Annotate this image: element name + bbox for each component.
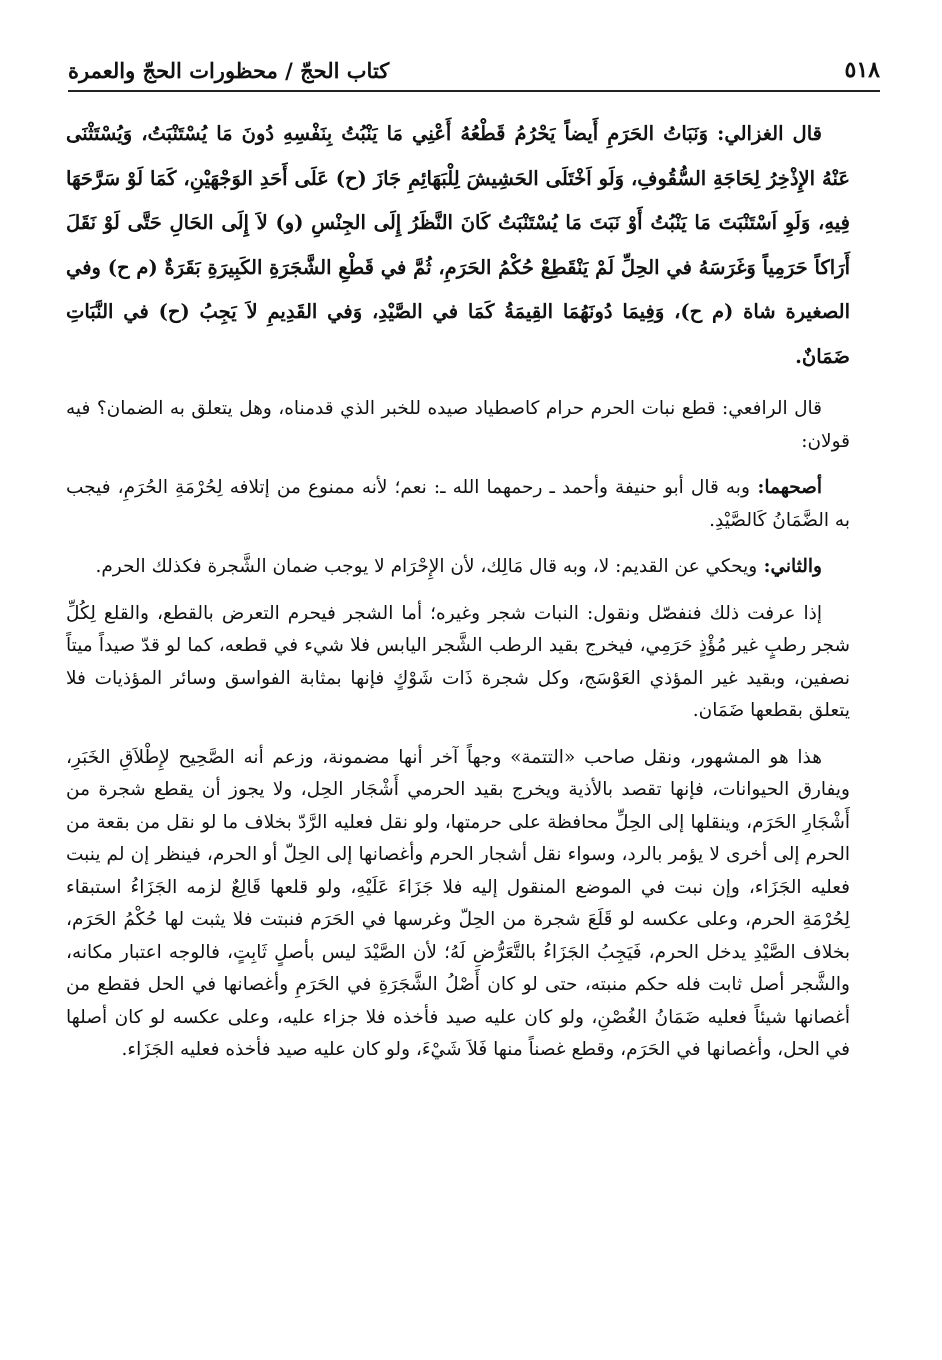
first-opinion-heading: أصحهما: — [749, 477, 823, 498]
second-opinion-heading: والثاني: — [757, 556, 822, 577]
detail-text: إذا عرفت ذلك فنفصّل ونقول: النبات شجر وغيره؛ أما الشجر فيحرم التعرض بالقطع، والقلع لِكُلِّ شجر رطبٍ غير مُؤْذٍ حَرَمِي، فيخرج بقيد الرطب الشَّجر اليابس فلا شيء في قطعه، كما لو قدّ صيداً ميتاً نصفين، وبقيد غير المؤذي العَوْسَج، وكل شجرة ذَات شَوْكٍ فإنها بمثابة الفواسق وسائر المؤذيات فلا يتعلق بقطعها ضَمَان. — [66, 602, 850, 721]
second-opinion-text: ويحكي عن القديم: لا، وبه قال مَالِك، لأن الإِحْرَام لا يوجب ضمان الشَّجرة فكذلك الحرم. — [95, 556, 758, 577]
rafii-commentary-paragraph — [66, 393, 850, 458]
ghazali-text: قال الغزالي: وَنَبَاتُ الحَرَمِ أَيضاً يَحْرُمُ قَطْعُهُ أَعْنِي مَا يَنْبُتُ بِنَفْسِهِ دُونَ مَا يُسْتَنْبَتُ، وَيُسْتَثْنَى عَنْهُ الإِذْخِرُ لِحَاجَةِ السُّقُوفِ، وَلَو اَخْتَلَى الحَشِيشَ لِلْبَهَائِمِ جَازَ (ح) عَلَى أَحَدِ الوَجْهَيْنِ، كَمَا لَوْ سَرَّحَهَا فِيهِ، وَلَوِ اَسْتَنْبَتَ مَا يَنْبُتُ أَوْ نَبَتَ مَا يُسْتَنْبَتُ كَانَ النَّظَرُ إِلَى الجِنْسِ (و) لاَ إِلَى الحَالِ حَتَّى لَوْ نَقَلَ أَرَاكاً حَرَمِياً وَغَرَسَهُ في الحِلِّ لَمْ يَنْقَطِعْ حُكْمُ الحَرَمِ، ثُمَّ في قَطْعِ الشَّجَرَةِ الكَبِيرَةِ بَقَرَةٌ (م ح) وفي الصغيرة شاة (م ح)، وَفِيمَا دُونَهُمَا القِيمَةُ كَمَا في الصَّيْدِ، وَفي القَدِيمِ لاَ يَجِبُ (ح) في النَّبَاتِ ضَمَانٌ. — [65, 122, 850, 368]
page-header — [68, 50, 880, 92]
ghazali-text-paragraph — [66, 112, 850, 379]
detail-paragraph — [66, 598, 850, 728]
page-number: ٥١٨ — [844, 57, 880, 83]
second-opinion-paragraph — [66, 551, 850, 584]
rafii-commentary: قال الرافعي: قطع نبات الحرم حرام كاصطياد صيده للخبر الذي قدمناه، وهل يتعلق به الضمان؟ فيه قولان: — [66, 398, 850, 452]
mashhur-paragraph — [66, 742, 850, 1067]
page-body — [66, 112, 850, 1300]
mashhur-text: هذا هو المشهور، ونقل صاحب «التتمة» وجهاً آخر أنها مضمونة، وزعم أنه الصَّحِيح لإِطْلاَقِ الخَبَرِ، ويفارق الحيوانات، فإنها تقصد بالأذية ويخرج بقيد الحرمي أَشْجَار الحِل، ولا يجوز أن يقطع شجرة من أَشْجَارِ الحَرَم، وينقلها إلى الحِلِّ محافظة على حرمتها، ولو نقل فعليه الرَّدّ بخلاف ما لو نقل من بقعة من الحرم إلى أخرى لا يؤمر بالرد، وسواء نقل أشجار الحرم وأغصانها إلى الحِلّ أو الحرم، فينظر إن لم ينبت فعليه الجَزَاء، وإن نبت في الموضع المنقول إليه فلا جَزَاءَ عَلَيْهِ، ولو قلعها قَالِعٌ لزمه الجَزَاءُ استبقاء لِحُرْمَةِ الحرم، وعلى عكسه لو قَلَعَ شجرة من الحِلّ وغرسها في الحَرَم فنبتت فلا يثبت لها حُكْمُ الحَرَم، بخلاف الصَّيْدِ يدخل الحرم، فَيَجِبُ الجَزَاءُ بالتَّعَرُّضِ لَهُ؛ لأن الصَّيْدَ ليس بأصلٍ ثَابِتٍ، فالوجه اعتبار مكانه، والشَّجر أصل ثابت فله حكم منبته، حتى لو كان أَصْلُ الشَّجَرَةِ في الحَرَمِ وأغصانها في الحل فقطع من أغصانها شيئاً فعليه ضَمَانُ الغُصْنِ، ولو كان عليه صيد فأخذه فلا جزاء عليه، وعلى عكسه لو كان أصلها في الحل، وأغصانها في الحَرَم، وقطع غصناً منها فَلاَ شَيْءَ، ولو كان عليه صيد فأخذه فعليه الجَزَاء. — [66, 746, 850, 1060]
first-opinion-paragraph — [66, 472, 850, 537]
first-opinion-text: وبه قال أبو حنيفة وأحمد ـ رحمهما الله ـ: نعم؛ لأنه ممنوع من إتلافه لِحُرْمَةِ الحُرَمِ، فيجب به الضَّمَانُ كَالصَّيْدِ. — [66, 477, 850, 531]
running-title: كتاب الحجّ / محظورات الحجّ والعمرة — [68, 57, 390, 83]
